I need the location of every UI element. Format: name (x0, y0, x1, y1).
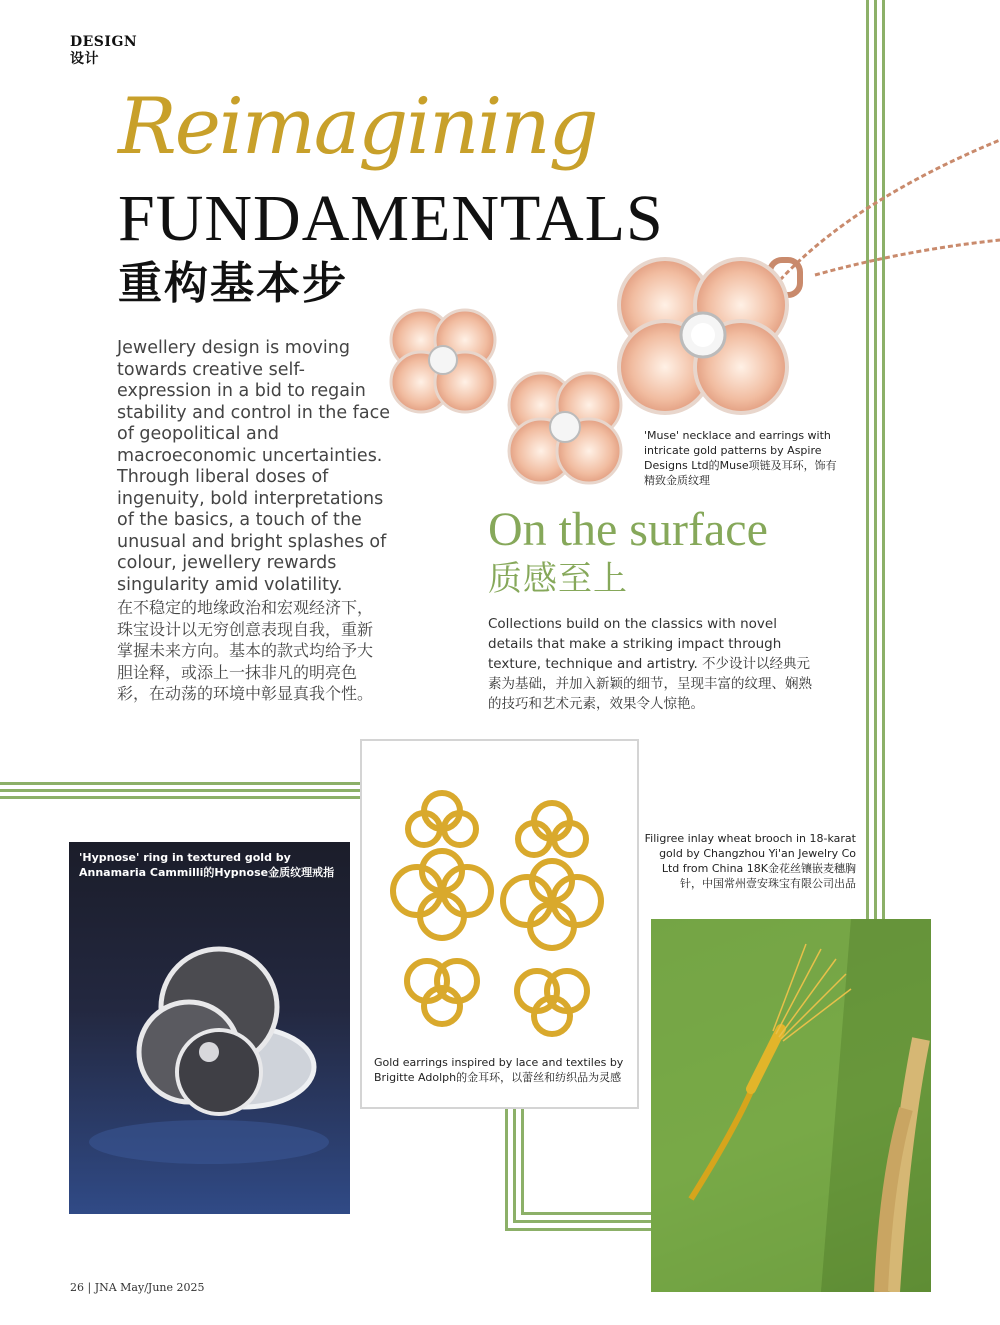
wheat-brooch-photo (651, 919, 931, 1292)
ring-image (69, 842, 350, 1214)
page-title: FUNDAMENTALS (118, 182, 664, 255)
earrings-image (382, 781, 622, 1051)
page-footer: 26 | JNA May/June 2025 (70, 1281, 205, 1294)
wheat-image (651, 919, 931, 1292)
section-label (70, 34, 137, 68)
green-rule (521, 1108, 524, 1212)
section-body-text: Collections build on the classics with novel details that make a striking impact through texture, technique and artistry. 不少设计以经典元素为基础，并加入新颖的细节，呈现丰富的纹理、娴熟的技巧和艺术元素，效果令人惊艳。 (488, 616, 812, 712)
green-rule (505, 1108, 508, 1228)
page-title-cn: 重构基本步 (118, 258, 348, 309)
green-rule (0, 789, 362, 792)
intro-text-en: Jewellery design is moving towards creative self-expression in a bid to regain stability and control in the face of geopolitical and macroeconomic uncertainties. Through liberal doses of ingenuity, bold interpretations of the basics, a touch of the unusual and bright splashes of colour, jewellery rewards singularity amid volatility. (117, 338, 390, 595)
subheading: On the surface (488, 503, 768, 556)
hypnose-ring-photo (69, 842, 350, 1214)
caption-earrings: Gold earrings inspired by lace and textiles by Brigitte Adolph的金耳环，以蕾丝和纺织品为灵感 (374, 1056, 624, 1084)
caption-muse: 'Muse' necklace and earrings with intricate gold patterns by Aspire Designs Ltd的Muse项链及耳环，饰有精致金质纹理 (644, 429, 837, 487)
title-script: Reimagining (118, 82, 597, 172)
section-label-cn: 设计 (70, 51, 99, 67)
caption-wheat-brooch: Filigree inlay wheat brooch in 18-karat gold by Changzhou Yi'an Jewelry Co Ltd from China 18K金花丝镶嵌麦穗胸针，中国常州壹安珠宝有限公司出品 (644, 832, 856, 890)
caption-ring: 'Hypnose' ring in textured gold by Annamaria Cammilli的Hypnose金质纹理戒指 (79, 851, 335, 879)
lace-earrings-photo (360, 739, 639, 1109)
green-rule (505, 1228, 651, 1231)
green-rule (0, 796, 362, 799)
green-rule (513, 1220, 651, 1223)
subheading-cn: 质感至上 (488, 559, 628, 599)
green-rule (513, 1108, 516, 1220)
green-rule (0, 782, 362, 785)
section-label-en: DESIGN (70, 34, 138, 50)
intro-text-cn: 在不稳定的地缘政治和宏观经济下，珠宝设计以无穷创意表现自我，重新掌握未来方向。基本的款式均给予大胆诠释，或添上一抹非凡的明亮色彩，在动荡的环境中彰显真我个性。 (117, 598, 374, 704)
green-rule (521, 1212, 651, 1215)
